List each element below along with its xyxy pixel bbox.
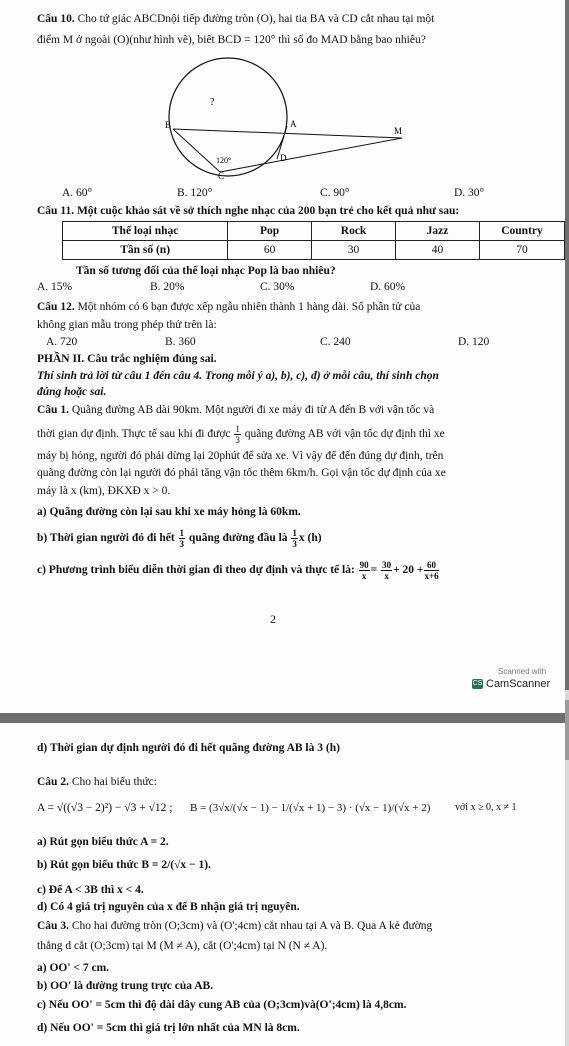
scanner-watermark-line2: [472, 678, 550, 690]
table-header: Rock: [312, 222, 396, 241]
c3-text1: Cho hai đường tròn (O;3cm) và (O';4cm) cắt nhau tại A và B. Qua A kẻ đường: [71, 920, 433, 932]
numerator: 60: [424, 560, 438, 571]
c3-item-a: a) OO' < 7 cm.: [37, 962, 110, 974]
q12-option-a: A. 720: [46, 336, 78, 348]
table-header: Pop: [228, 222, 312, 241]
c1-line4: quãng đường còn lại người đó phải tăng vận tốc thêm 6km/h. Gọi vận tốc dự định của xe: [37, 467, 446, 479]
c2-formula-a: A = √((√3 − 2)²) − √3 + √12 ;: [37, 802, 173, 814]
page-number: 2: [270, 612, 276, 626]
q11-line: [37, 204, 459, 218]
scanner-watermark-line1: Scanned with: [498, 667, 547, 676]
c3-item-d: d) Nếu OO' = 5cm thì giá trị lớn nhất của MN là 8cm.: [37, 1022, 300, 1034]
c1-item-b: [37, 528, 322, 549]
table-row-label: Tần số (n): [63, 241, 228, 260]
c1-title: Câu 1.: [37, 404, 69, 416]
table-cell: 60: [228, 241, 312, 260]
fig-label-q: ?: [210, 97, 215, 108]
fraction-30-x: [381, 560, 392, 581]
c2-condition: với x ≥ 0, x ≠ 1: [455, 802, 517, 813]
q10-option-d: D. 30°: [454, 187, 485, 199]
scanner-brand: CamScanner: [486, 678, 551, 690]
q12-option-d: D. 120: [458, 336, 490, 348]
numerator: 1: [292, 528, 297, 538]
q11-option-b: B. 20%: [150, 281, 185, 293]
c1-item-d: d) Thời gian dự định người đó đi hết quãng đường AB là 3 (h): [37, 742, 340, 754]
c1-line2: [37, 424, 445, 445]
q12-text1: Một nhóm có 6 bạn được xếp ngẫu nhiên thành 1 hàng dài. Số phần tử của: [77, 301, 421, 313]
q12-title: Câu 12.: [37, 301, 75, 313]
camscanner-logo-icon: CS: [472, 680, 483, 688]
scrollbar-thumb[interactable]: [565, 700, 569, 760]
denominator: 3: [179, 539, 185, 549]
fraction-90-x: [359, 560, 370, 581]
c2-item-a: a) Rút gọn biểu thức A = 2.: [37, 836, 169, 848]
part2-instruction-2: đúng hoặc sai.: [37, 386, 107, 398]
c3-item-b: b) OO' là đường trung trực của AB.: [37, 980, 214, 992]
q10-title: Câu 10.: [37, 13, 75, 25]
c1-text2a: thời gian dự định. Thực tế sau khi đi được: [37, 428, 231, 441]
c1-text1: Quãng đường AB dài 90km. Một người đi xe máy đi từ A đến B với vận tốc và: [71, 404, 435, 416]
c3-item-c: c) Nếu OO' = 5cm thì độ dài dây cung AB của (O;3cm)và(O';4cm) là 4,8cm.: [37, 999, 407, 1011]
fig-label-a: A: [290, 119, 297, 129]
c2-item-d: d) Có 4 giá trị nguyên của x để B nhận giá trị nguyên.: [37, 901, 300, 913]
part2-instruction-1: Thí sinh trả lời từ câu 1 đến câu 4. Trong mỗi ý a), b), c), d) ở mỗi câu, thí sinh chọn: [37, 370, 439, 382]
c2-text: Cho hai biểu thức:: [71, 776, 157, 788]
c2-line1: [37, 775, 157, 789]
fig-label-m: M: [394, 126, 403, 136]
c2-title: Câu 2.: [37, 776, 69, 788]
table-cell: 40: [396, 241, 480, 260]
denominator: x+6: [424, 571, 439, 581]
q11-title: Câu 11.: [37, 205, 75, 217]
table-header: Country: [479, 222, 564, 241]
c2-item-c: c) Để A < 3B thì x < 4.: [37, 884, 144, 896]
equals-sign: =: [370, 564, 381, 577]
fraction-one-third: [234, 424, 241, 445]
denominator: x: [384, 571, 389, 581]
q10-option-b: B. 120°: [177, 187, 213, 199]
c1-line3: máy bị hỏng, người đó phải dừng lại 20phút để sửa xe. Vì vậy để đến đúng dự định, trên: [37, 450, 444, 462]
fig-label-d: D: [280, 153, 287, 163]
q11-option-c: C. 30%: [260, 281, 295, 293]
q10-option-a: A. 60°: [62, 187, 93, 199]
c3-line2: thẳng d cắt (O;3cm) tại M (M ≠ A), cắt (O';4cm) tại N (N ≠ A).: [37, 940, 328, 952]
q11-question: Tần số tương đối của thể loại nhạc Pop là bao nhiêu?: [76, 265, 336, 277]
table-header: Thể loại nhạc: [63, 222, 228, 241]
c3-line1: [37, 919, 432, 933]
numerator: 1: [179, 528, 185, 538]
q12-option-b: B. 360: [165, 336, 196, 348]
c1-item-b-text1: b) Thời gian người đó đi hết: [37, 532, 175, 545]
c2-item-b: b) Rút gọn biểu thức B = 2/(√x − 1).: [37, 859, 211, 871]
fraction-one-third: [291, 528, 298, 549]
plus-terms: + 20 +: [393, 564, 424, 577]
denominator: 3: [292, 539, 297, 549]
fig-label-b: B: [165, 120, 172, 130]
c1-item-b-text3: x (h): [298, 532, 322, 545]
c1-text2b: quãng đường AB với vận tốc dự định thì xe: [244, 428, 445, 441]
q12-line2: không gian mẫu trong phép thử trên là:: [37, 319, 217, 331]
fig-label-c: C: [218, 171, 225, 180]
c3-title: Câu 3.: [37, 920, 69, 932]
denominator: x: [361, 571, 367, 581]
fraction-60-x6: [424, 560, 438, 581]
circle-figure: [160, 55, 405, 180]
c1-item-c-text: c) Phương trình biểu diễn thời gian đi theo dự định và thực tế là:: [37, 564, 355, 577]
c1-item-c: [37, 560, 440, 581]
q10-option-c: C. 90°: [320, 187, 350, 199]
c1-line1: [37, 403, 434, 417]
c1-item-b-text2: quãng đường đầu là: [188, 532, 288, 545]
denominator: 3: [235, 435, 240, 445]
fraction-one-third: [179, 528, 186, 549]
q11-text: Một cuộc khảo sát về sở thích nghe nhạc của 200 bạn trẻ cho kết quả như sau:: [76, 205, 460, 217]
q10-text1: Cho tứ giác ABCDnội tiếp đường tròn (O), hai tia BA và CD cắt nhau tại một: [77, 13, 435, 25]
fig-label-angle: 120°: [216, 156, 232, 165]
q10-line2: điểm M ở ngoài (O)(như hình vẽ), biết BCD = 120° thì số đo MAD bằng bao nhiêu?: [37, 34, 426, 46]
part2-title: PHẦN II. Câu trắc nghiệm đúng sai.: [37, 353, 217, 365]
table-header-row: [63, 222, 565, 241]
table-header: Jazz: [396, 222, 480, 241]
q11-option-a: A. 15%: [37, 281, 73, 293]
c2-formula-b: B = (3√x/(√x − 1) − 1/(√x + 1) − 3) · (√x − 1)/(√x + 2): [190, 802, 431, 814]
numerator: 1: [235, 424, 240, 434]
q10-line1: [37, 12, 434, 26]
scanned-page-2: [0, 723, 565, 1046]
numerator: 90: [359, 560, 369, 570]
table-cell: 30: [312, 241, 396, 260]
q12-line1: [37, 300, 420, 314]
c1-item-a: a) Quãng đường còn lại sau khi xe máy hỏng là 60km.: [37, 506, 301, 518]
table-cell: 70: [479, 241, 564, 260]
c1-line5: máy là x (km), ĐKXĐ x > 0.: [37, 485, 171, 497]
q12-option-c: C. 240: [320, 336, 351, 348]
frequency-table: [62, 221, 565, 260]
numerator: 30: [382, 560, 392, 570]
table-row: [63, 241, 565, 260]
q11-option-d: D. 60%: [370, 281, 406, 293]
